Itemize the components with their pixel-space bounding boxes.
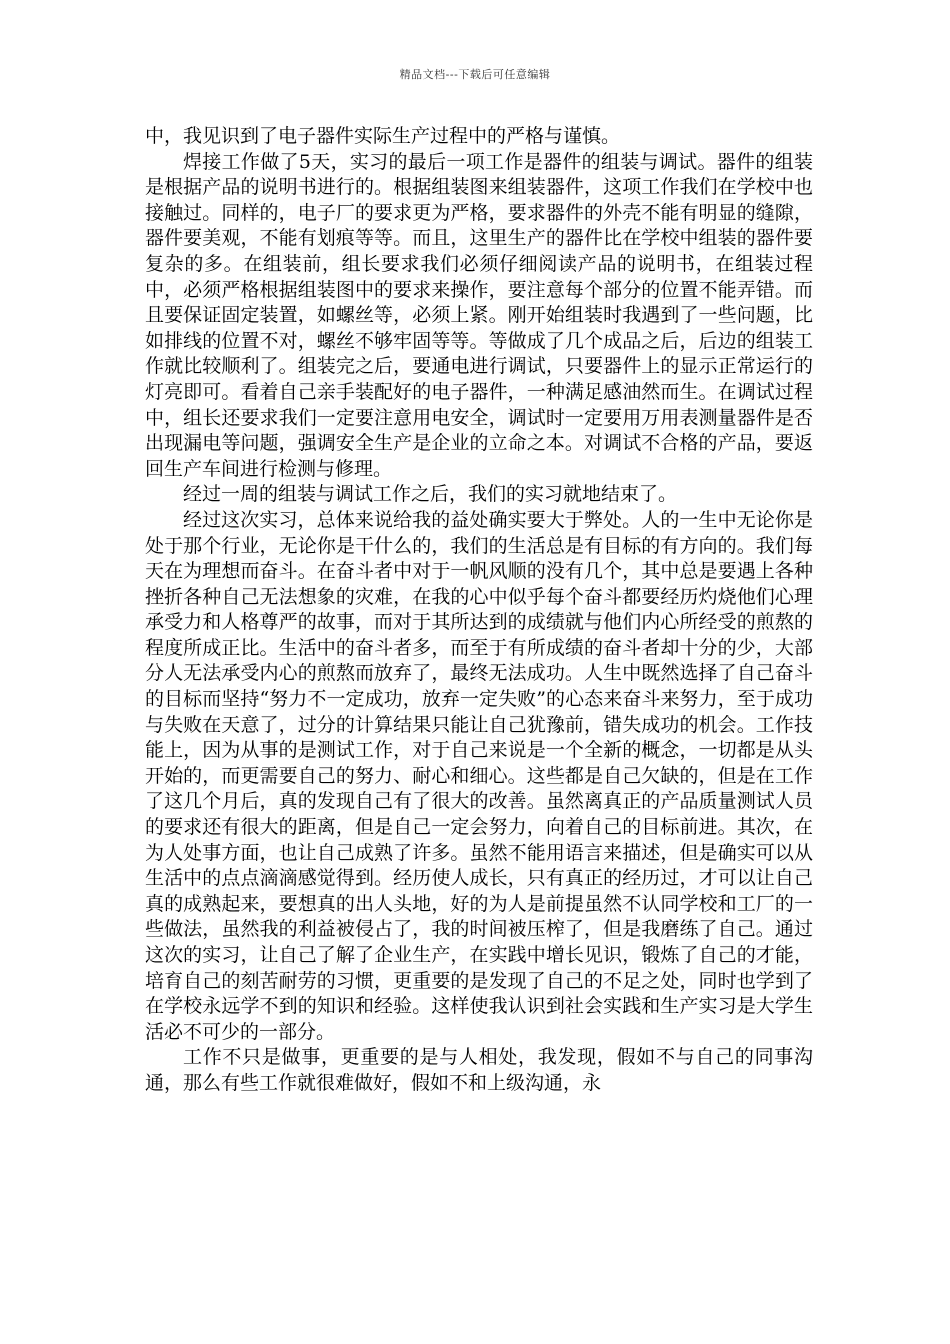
paragraph-3: 经过一周的组装与调试工作之后，我们的实习就地结束了。 <box>183 483 678 506</box>
document-body <box>145 124 813 1097</box>
paragraph-2: 焊接工作做了5天，实习的最后一项工作是器件的组装与调试。器件的组装是根据产品的说明书进行的。根据组装图来组装器件，这项工作我们在学校中也接触过。同样的，电子厂的要求更为严格，要求器件的外壳不能有明显的缝隙，器件要美观，不能有划痕等等。而且，这里生产的器件比在学校中组装的器件要复杂的多。在组装前，组长要求我们必须仔细阅读产品的说明书，在组装过程中，必须严格根据组装图中的要求来操作，要注意每个部分的位置不能弄错。而且要保证固定装置，如螺丝等，必须上紧。刚开始组装时我遇到了一些问题，比如排线的位置不对，螺丝不够牢固等等。等做成了几个成品之后，后边的组装工作就比较顺利了。组装完之后，要通电进行调试，只要器件上的显示正常运行的灯亮即可。看着自己亲手装配好的电子器件，一种满足感油然而生。在调试过程中，组长还要求我们一定要注意用电安全，调试时一定要用万用表测量器件是否出现漏电等问题，强调安全生产是企业的立命之本。对调试不合格的产品，要返回生产车间进行检测与修理。 <box>145 150 813 480</box>
page-header: 精品文档---下载后可任意编辑 <box>399 68 551 81</box>
paragraph-4: 经过这次实习，总体来说给我的益处确实要大于弊处。人的一生中无论你是处于那个行业，无论你是干什么的，我们的生活总是有目标的有方向的。我们每天在为理想而奋斗。在奋斗者中对于一帆风顺的没有几个，其中总是要遇上各种挫折各种自己无法想象的灾难，在我的心中似乎每个奋斗都要经历灼烧他们心理承受力和人格尊严的故事，而对于其所达到的成绩就与他们内心所经受的煎熬的程度所成正比。生活中的奋斗者多，而至于有所成绩的奋斗者却十分的少，大部分人无法承受内心的煎熬而放弃了，最终无法成功。人生中既然选择了自己奋斗的目标而坚持“努力不一定成功，放弃一定失败”的心态来奋斗来努力，至于成功与失败在天意了，过分的计算结果只能让自己犹豫前，错失成功的机会。工作技能上，因为从事的是测试工作，对于自己来说是一个全新的概念，一切都是从头开始的，而更需要自己的努力、耐心和细心。这些都是自己欠缺的，但是在工作了这几个月后，真的发现自己有了很大的改善。虽然离真正的产品质量测试人员的要求还有很大的距离，但是自己一定会努力，向着自己的目标前进。其次，在为人处事方面，也让自己成熟了许多。虽然不能用语言来描述，但是确实可以从生活中的点点滴滴感觉得到。经历使人成长，只有真正的经历过，才可以让自己真的成熟起来，要想真的出人头地，好的为人是前提虽然不认同学校和工厂的一些做法，虽然我的利益被侵占了，我的时间被压榨了，但是我磨练了自己。通过这次的实习，让自己了解了企业生产，在实践中增长见识，锻炼了自己的才能，培育自己的刻苦耐劳的习惯，更重要的是发现了自己的不足之处，同时也学到了在学校永远学不到的知识和经验。这样使我认识到社会实践和生产实习是大学生活必不可少的一部分。 <box>145 508 813 1043</box>
paragraph-5: 工作不只是做事，更重要的是与人相处，我发现，假如不与自己的同事沟通，那么有些工作就很难做好，假如不和上级沟通，永 <box>145 1046 813 1094</box>
paragraph-1: 中，我见识到了电子器件实际生产过程中的严格与谨慎。 <box>145 125 621 147</box>
